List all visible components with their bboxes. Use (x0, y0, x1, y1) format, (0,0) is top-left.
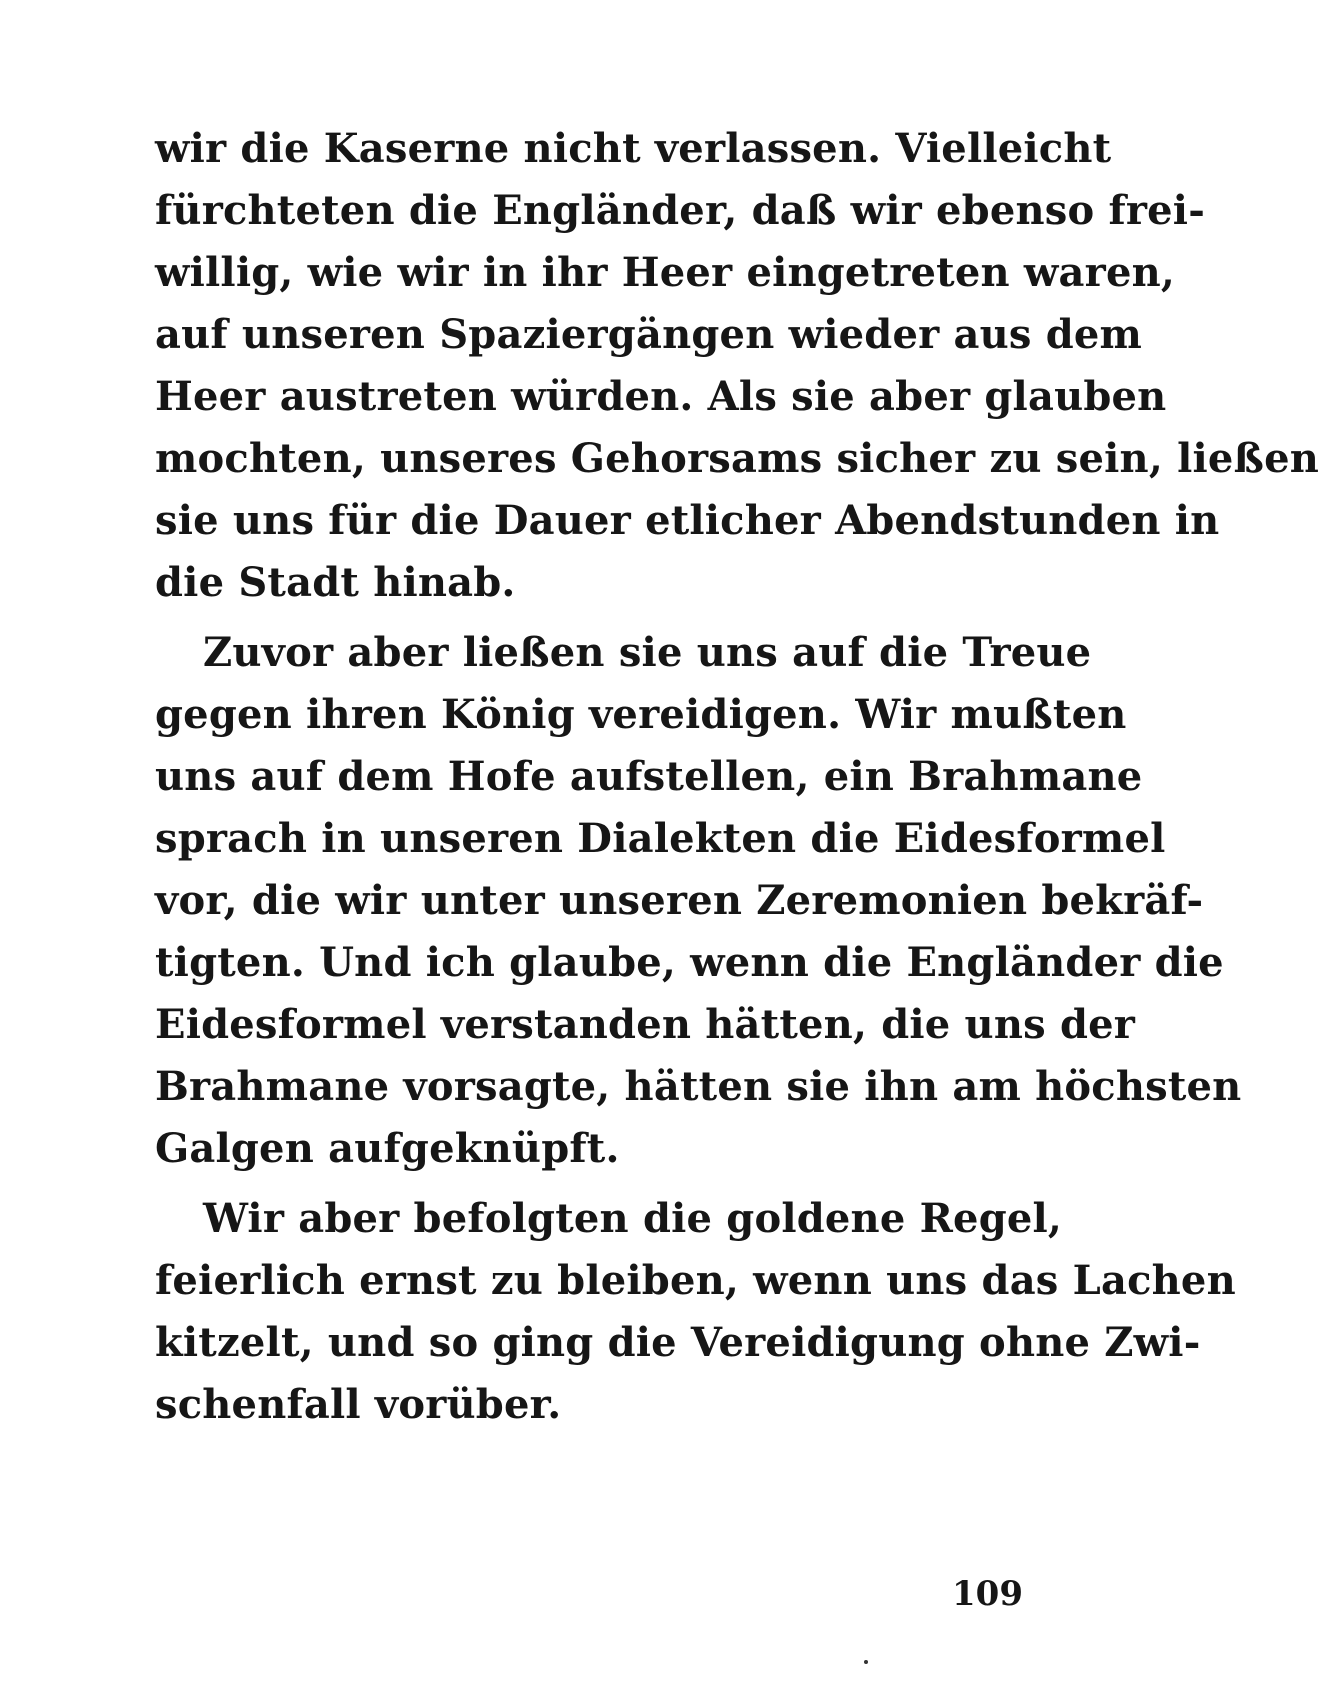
text-line: Eidesformel verstanden hätten, die uns der (155, 1001, 1136, 1048)
text-line: sprach in unseren Dialekten die Eidesformel (155, 815, 1166, 862)
page-number: 109 (952, 1574, 1023, 1614)
text-line: mochten, unseres Gehorsams sicher zu sein, ließen (155, 435, 1319, 482)
text-line: kitzelt, und so ging die Vereidigung ohne Zwi- (155, 1319, 1201, 1366)
text-line: Brahmane vorsagte, hätten sie ihn am höchsten (155, 1063, 1242, 1110)
text-line: wir die Kaserne nicht verlassen. Vielleicht (155, 125, 1112, 172)
paragraph-1 (155, 118, 1319, 614)
text-line: willig, wie wir in ihr Heer eingetreten waren, (155, 249, 1176, 296)
paragraph-3 (155, 1188, 1236, 1436)
text-line: die Stadt hinab. (155, 559, 516, 606)
print-speck (864, 1660, 868, 1664)
text-line: tigten. Und ich glaube, wenn die Engländer die (155, 939, 1224, 986)
text-line: uns auf dem Hofe aufstellen, ein Brahmane (155, 753, 1143, 800)
text-line: Heer austreten würden. Als sie aber glauben (155, 373, 1167, 420)
text-line: auf unseren Spaziergängen wieder aus dem (155, 311, 1143, 358)
text-line: schenfall vorüber. (155, 1381, 562, 1428)
text-line: sie uns für die Dauer etlicher Abendstunden in (155, 497, 1220, 544)
text-line: gegen ihren König vereidigen. Wir mußten (155, 691, 1127, 738)
text-line: Wir aber befolgten die goldene Regel, (203, 1195, 1063, 1242)
text-line: fürchteten die Engländer, daß wir ebenso frei- (155, 187, 1206, 234)
body-text (155, 118, 1319, 1436)
paragraph-2 (155, 622, 1242, 1180)
text-line: Zuvor aber ließen sie uns auf die Treue (203, 629, 1092, 676)
text-line: feierlich ernst zu bleiben, wenn uns das Lachen (155, 1257, 1236, 1304)
text-line: Galgen aufgeknüpft. (155, 1125, 620, 1172)
text-line: vor, die wir unter unseren Zeremonien bekräf- (155, 877, 1204, 924)
